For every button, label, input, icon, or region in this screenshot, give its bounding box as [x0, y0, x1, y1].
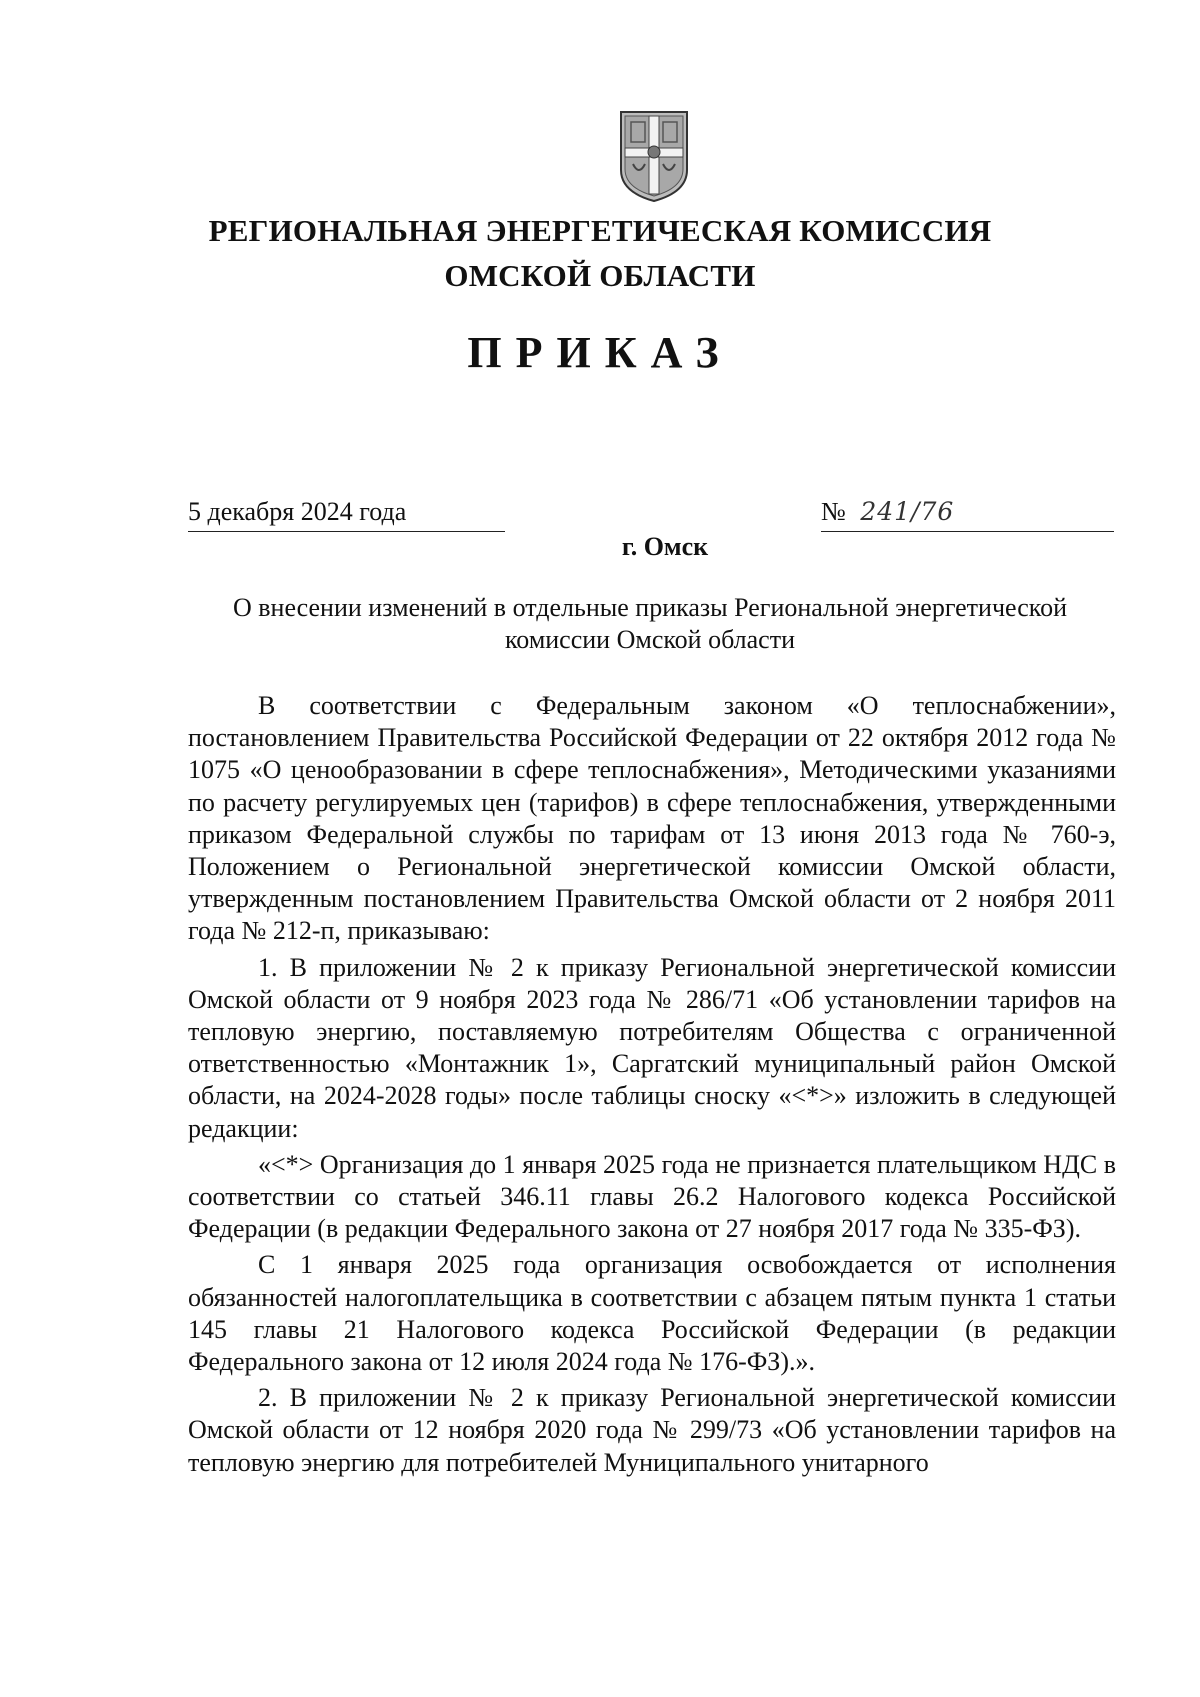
org-name-line-1: РЕГИОНАЛЬНАЯ ЭНЕРГЕТИЧЕСКАЯ КОМИССИЯ	[208, 213, 992, 248]
document-title: ПРИКАЗ	[467, 328, 733, 377]
city: г. Омск	[621, 532, 709, 561]
order-number	[821, 497, 1114, 532]
item-2-paragraph: 2. В приложении № 2 к приказу Региональной энергетической комиссии Омской области от 12 ноября 2020 года № 299/73 «Об установлении тарифов на тепловую энергию для потребителей Муниципального унитарного	[188, 1383, 1116, 1477]
order-subject	[170, 592, 1130, 656]
order-date: 5 декабря 2024 года	[188, 497, 505, 532]
subject-line-2: комиссии Омской области	[505, 625, 795, 654]
org-name-line-2: ОМСКОЙ ОБЛАСТИ	[444, 258, 756, 293]
number-label: №	[821, 497, 846, 526]
subject-line-1: О внесении изменений в отдельные приказы Региональной энергетической	[233, 593, 1067, 622]
preamble-paragraph: В соответствии с Федеральным законом «О теплоснабжении», постановлением Правительства Российской Федерации от 22 октября 2012 года № 1075 «О ценообразовании в сфере теплоснабжения», Методическими указаниями по расчету регулируемых цен (тарифов) в сфере теплоснабжения, утвержденными приказом Федеральной службы по тарифам от 13 июня 2013 года № 760-э, Положением о Региональной энергетической комиссии Омской области, утвержденным постановлением Правительства Омской области от 2 ноября 2011 года № 212-п, приказываю:	[188, 691, 1116, 946]
quote-paragraph-1: «<*> Организация до 1 января 2025 года не признается плательщиком НДС в соответствии со статьей 346.11 главы 26.2 Налогового кодекса Российской Федерации (в редакции Федерального закона от 27 ноября 2017 года № 335-ФЗ).	[188, 1149, 1116, 1244]
quote-paragraph-2: С 1 января 2025 года организация освобождается от исполнения обязанностей налогоплательщика в соответствии с абзацем пятым пункта 1 статьи 145 главы 21 Налогового кодекса Российской Федерации (в редакции Федерального закона от 12 июля 2024 года № 176-ФЗ).».	[188, 1250, 1116, 1377]
order-body	[188, 690, 1116, 1479]
handwritten-number: 241/76	[860, 497, 955, 526]
item-1-paragraph: 1. В приложении № 2 к приказу Региональной энергетической комиссии Омской области от 9 ноября 2023 года № 286/71 «Об установлении тарифов на тепловую энергию, поставляемую потребителям Общества с ограниченной ответственностью «Монтажник 1», Саргатский муниципальный район Омской области, на 2024-2028 годы» после таблицы сноску «<*>» изложить в следующей редакции:	[188, 952, 1116, 1143]
coat-of-arms-emblem	[617, 108, 691, 204]
